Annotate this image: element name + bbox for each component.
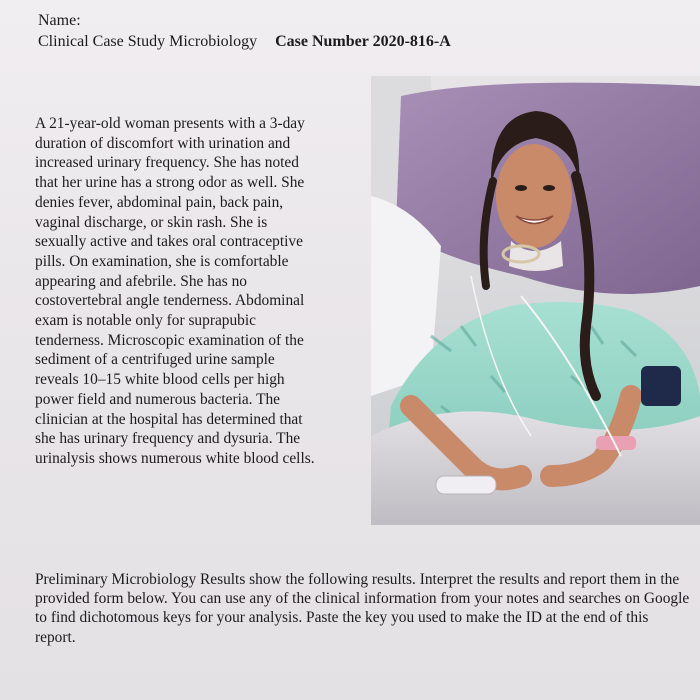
case-description: A 21-year-old woman presents with a 3-day duration of discomfort with urination and increased urinary frequency. She has noted that her urine has a strong odor as well. She denies fever, abdominal pain, back pain, vaginal discharge, or skin rash. She is sexually active and takes oral contraceptive pills. On examination, she is comfortable appearing and afebrile. She has no costovertebral angle tenderness. Abdominal exam is notable only for suprapubic tenderness. Microscopic examination of the sediment of a centrifuged urine sample reveals 10–15 white blood cells per high power field and numerous bacteria. The clinician at the hospital has determined that she has urinary frequency and dysuria. The urinalysis shows numerous white blood cells. — [35, 115, 315, 467]
patient-photo-illustration — [371, 76, 700, 525]
preliminary-results-instructions: Preliminary Microbiology Results show the following results. Interpret the results and report them in the provided form below. You can use any of the clinical information from your notes and searches on Google to find dichotomous keys for your analysis. Paste the key you used to make the ID at the end of this report. — [35, 571, 690, 646]
case-number: Case Number 2020-816-A — [275, 33, 451, 50]
name-label: Name: — [38, 12, 81, 29]
patient-photo — [371, 76, 700, 525]
header-line — [38, 33, 451, 51]
course-title: Clinical Case Study Microbiology — [38, 33, 258, 50]
